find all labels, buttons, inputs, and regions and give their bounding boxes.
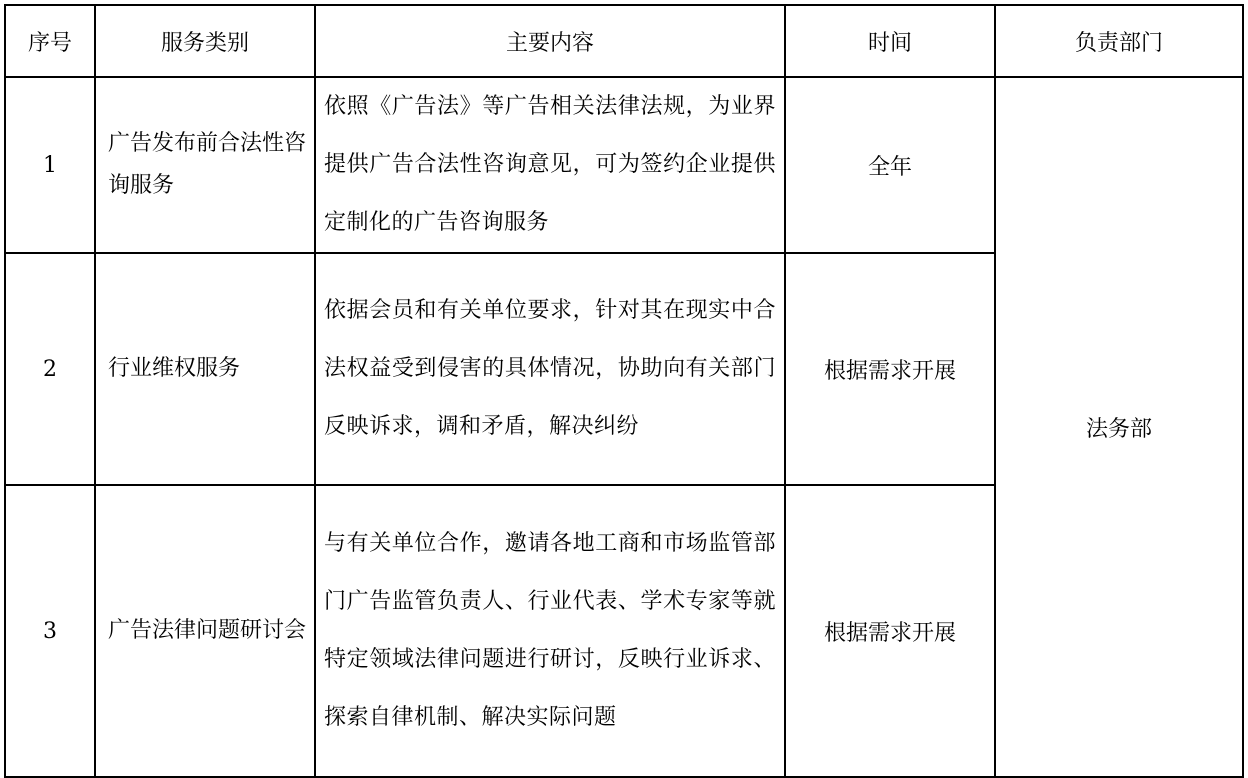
header-time: 时间 [785, 5, 995, 77]
row-index: 3 [5, 485, 95, 777]
row-content: 依照《广告法》等广告相关法律法规，为业界提供广告合法性咨询意见，可为签约企业提供定制化的广告咨询服务 [315, 77, 785, 253]
header-index: 序号 [5, 5, 95, 77]
header-content: 主要内容 [315, 5, 785, 77]
row-category: 广告发布前合法性咨询服务 [95, 77, 315, 253]
row-content: 依据会员和有关单位要求，针对其在现实中合法权益受到侵害的具体情况，协助向有关部门反映诉求，调和矛盾，解决纠纷 [315, 253, 785, 485]
row-time: 根据需求开展 [785, 253, 995, 485]
header-category: 服务类别 [95, 5, 315, 77]
row-category: 广告法律问题研讨会 [95, 485, 315, 777]
row-content: 与有关单位合作，邀请各地工商和市场监管部门广告监管负责人、行业代表、学术专家等就特定领域法律问题进行研讨，反映行业诉求、探索自律机制、解决实际问题 [315, 485, 785, 777]
services-table [4, 4, 1244, 778]
table-header-row [5, 5, 1243, 77]
header-department: 负责部门 [995, 5, 1243, 77]
row-time: 全年 [785, 77, 995, 253]
table-row [5, 77, 1243, 253]
row-index: 1 [5, 77, 95, 253]
row-time: 根据需求开展 [785, 485, 995, 777]
row-index: 2 [5, 253, 95, 485]
row-category: 行业维权服务 [95, 253, 315, 485]
department-cell: 法务部 [995, 77, 1243, 777]
